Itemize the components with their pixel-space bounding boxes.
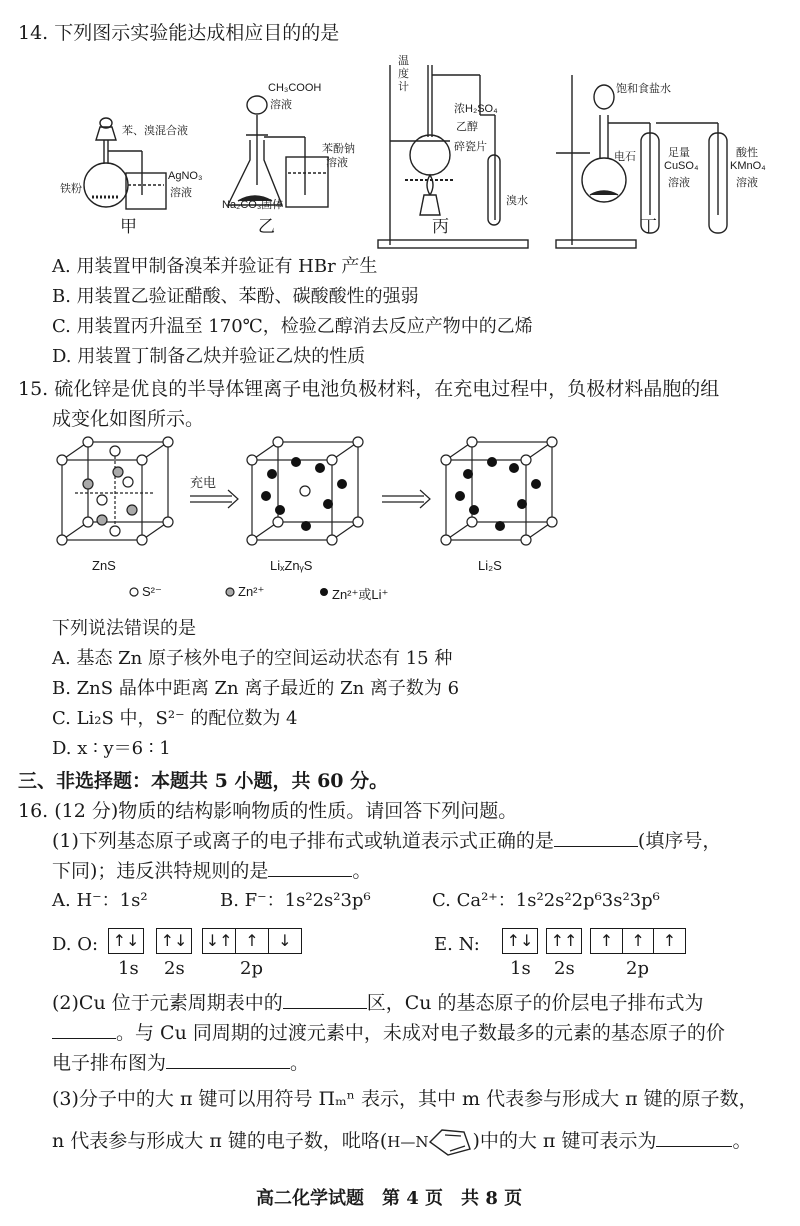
- ding-brine-label: 饱和食盐水: [616, 83, 671, 95]
- q16-option-b: B. F⁻：1s²2s²3p⁶: [220, 890, 371, 911]
- ding-kmno4-solution-label: 溶液: [736, 177, 758, 189]
- orbital-d-name-2p: 2p: [240, 958, 263, 979]
- orbital-d-2s: ↑↓: [156, 928, 192, 954]
- charge-arrow-label: 充电: [190, 475, 217, 490]
- q16-part3-line2: [52, 1126, 751, 1157]
- q14-stem: 14. 下列图示实验能达成相应目的的是: [18, 22, 340, 44]
- q16-p2-text-c: 。与 Cu 同周期的过渡元素中，未成对电子数最多的元素的基态原子的价: [116, 1022, 725, 1044]
- jia-reagent-label: 苯、溴混合液: [122, 125, 188, 137]
- q16-p2-text-e: 。: [290, 1052, 310, 1074]
- q16-p2-text-b: 区，Cu 的基态原子的价层电子排布式为: [366, 992, 704, 1014]
- q15-option-a: A. 基态 Zn 原子核外电子的空间运动状态有 15 种: [52, 648, 453, 669]
- bing-porcelain-label: 碎瓷片: [454, 141, 487, 153]
- ding-excess-label: 足量: [668, 147, 690, 159]
- cell-label-lixznys: LiₓZnᵧS: [270, 558, 313, 573]
- answer-blank-orbital-diagram[interactable]: [166, 1050, 290, 1069]
- orbital-e-2s: ↑↑: [546, 928, 582, 954]
- ding-cuso4-label: CuSO₄: [664, 160, 699, 172]
- orbital-d-1s: ↑↓: [108, 928, 144, 954]
- pyrrole-ring-icon: [428, 1127, 472, 1157]
- orbital-d-name-1s: 1s: [118, 958, 139, 979]
- answer-blank-block[interactable]: [283, 990, 367, 1009]
- ding-cuso4-solution-label: 溶液: [668, 177, 690, 189]
- yi-phenolate-label: 苯酚钠: [322, 143, 355, 155]
- answer-blank-correct[interactable]: [554, 828, 638, 847]
- orbital-e-1s: ↑↓: [502, 928, 538, 954]
- orbital-e-name-1s: 1s: [510, 958, 531, 979]
- q16-part1-line2: [52, 856, 371, 883]
- q16-p2-text-a: (2)Cu 位于元素周期表中的: [52, 992, 283, 1014]
- q15-prompt: 下列说法错误的是: [52, 618, 196, 639]
- orbital-d-name-2s: 2s: [164, 958, 185, 979]
- q14-option-d: D. 用装置丁制备乙炔并验证乙炔的性质: [52, 346, 366, 367]
- device-jia-name: 甲: [120, 217, 137, 237]
- device-ding-name: 丁: [640, 217, 657, 237]
- q15-option-d: D. x ∶ y＝6 ∶ 1: [52, 738, 171, 759]
- bing-bromine-water-label: 溴水: [506, 195, 528, 207]
- legend-s2-label: S²⁻: [142, 584, 162, 599]
- jia-solution-label: 溶液: [170, 187, 192, 199]
- orbital-d-2p: ↓↑ ↑ ↓: [202, 928, 302, 954]
- device-bing-name: 丙: [432, 217, 449, 237]
- ding-kmno4-label: KMnO₄: [730, 160, 766, 172]
- q16-part3-line1: (3)分子中的大 π 键可以用符号 Πₘⁿ 表示，其中 m 代表参与形成大 π 键的原子数，: [52, 1088, 758, 1110]
- cell-label-li2s: Li₂S: [478, 558, 502, 573]
- jia-iron-label: 铁粉: [60, 183, 82, 195]
- answer-blank-valence[interactable]: [52, 1020, 116, 1039]
- crystal-cells-diagram: [0, 438, 800, 558]
- bing-thermometer-label-1: 温: [398, 55, 409, 67]
- q16-option-c: C. Ca²⁺：1s²2s²2p⁶3s²3p⁶: [432, 890, 660, 911]
- ding-acidic-label: 酸性: [736, 147, 758, 159]
- q16-p3-text-b: n 代表参与形成大 π 键的电子数，吡咯(: [52, 1130, 388, 1152]
- bing-h2so4-label: 浓H₂SO₄: [454, 103, 498, 115]
- yi-ch3cooh-label: CH₃COOH: [268, 82, 322, 94]
- q16-part1-line1: [52, 826, 721, 853]
- pyrrole-hn-label: H—N: [387, 1133, 429, 1151]
- q16-p1-text-a: (1)下列基态原子或离子的电子排布式或轨道表示式正确的是: [52, 830, 554, 852]
- yi-na2co3-label: Na₂CO₃固体: [222, 199, 284, 211]
- legend-zn-li-label: Zn²⁺或Li⁺: [332, 587, 389, 602]
- bing-thermometer-label-3: 计: [398, 81, 409, 93]
- q16-option-d-label: D. O:: [52, 934, 99, 955]
- q14-option-b: B. 用装置乙验证醋酸、苯酚、碳酸酸性的强弱: [52, 286, 419, 307]
- q16-option-e-label: E. N:: [434, 934, 480, 955]
- q16-p3-text-c: )中的大 π 键可表示为: [472, 1130, 657, 1152]
- q16-p2-text-d: 电子排布图为: [52, 1052, 167, 1074]
- orbital-e-name-2p: 2p: [626, 958, 649, 979]
- q16-part2-line1: [52, 988, 704, 1015]
- jia-agno3-label: AgNO₃: [168, 170, 203, 182]
- legend-zn-label: Zn²⁺: [238, 584, 265, 599]
- bing-ethanol-label: 乙醇: [456, 121, 478, 133]
- cell-label-zns: ZnS: [92, 558, 116, 573]
- yi-phenolate-solution-label: 溶液: [326, 157, 348, 169]
- page-footer: 高二化学试题 第 4 页 共 8 页: [256, 1188, 523, 1209]
- q15-stem-line1: 15. 硫化锌是优良的半导体锂离子电池负极材料，在充电过程中，负极材料晶胞的组: [18, 378, 720, 400]
- device-yi-name: 乙: [258, 217, 275, 237]
- q16-part2-line3: [52, 1048, 309, 1075]
- q14-option-c: C. 用装置丙升温至 170℃，检验乙醇消去反应产物中的乙烯: [52, 316, 533, 337]
- bing-thermometer-label-2: 度: [398, 68, 409, 80]
- yi-solution-label: 溶液: [270, 99, 292, 111]
- ding-carbide-label: 电石: [614, 151, 636, 163]
- q15-stem-line2: 成变化如图所示。: [52, 408, 205, 430]
- answer-blank-pi-bond[interactable]: [656, 1128, 732, 1147]
- orbital-e-2p: ↑ ↑ ↑: [590, 928, 686, 954]
- orbital-e-name-2s: 2s: [554, 958, 575, 979]
- q16-part2-line2: [52, 1018, 725, 1045]
- q15-option-b: B. ZnS 晶体中距离 Zn 离子最近的 Zn 离子数为 6: [52, 678, 460, 699]
- q16-p1-text-d: 。: [352, 860, 372, 882]
- q16-p1-text-b: (填序号，: [637, 830, 722, 852]
- q16-p3-text-d: 。: [732, 1130, 752, 1152]
- section3-heading: 三、非选择题：本题共 5 小题，共 60 分。: [18, 770, 389, 792]
- q16-option-a: A. H⁻：1s²: [52, 890, 148, 911]
- q16-p1-text-c: 下同)；违反洪特规则的是: [52, 860, 269, 882]
- q15-option-c: C. Li₂S 中，S²⁻ 的配位数为 4: [52, 708, 298, 729]
- q16-stem: 16. (12 分)物质的结构影响物质的性质。请回答下列问题。: [18, 800, 518, 822]
- answer-blank-hund-rule[interactable]: [268, 858, 352, 877]
- q14-option-a: A. 用装置甲制备溴苯并验证有 HBr 产生: [52, 256, 378, 277]
